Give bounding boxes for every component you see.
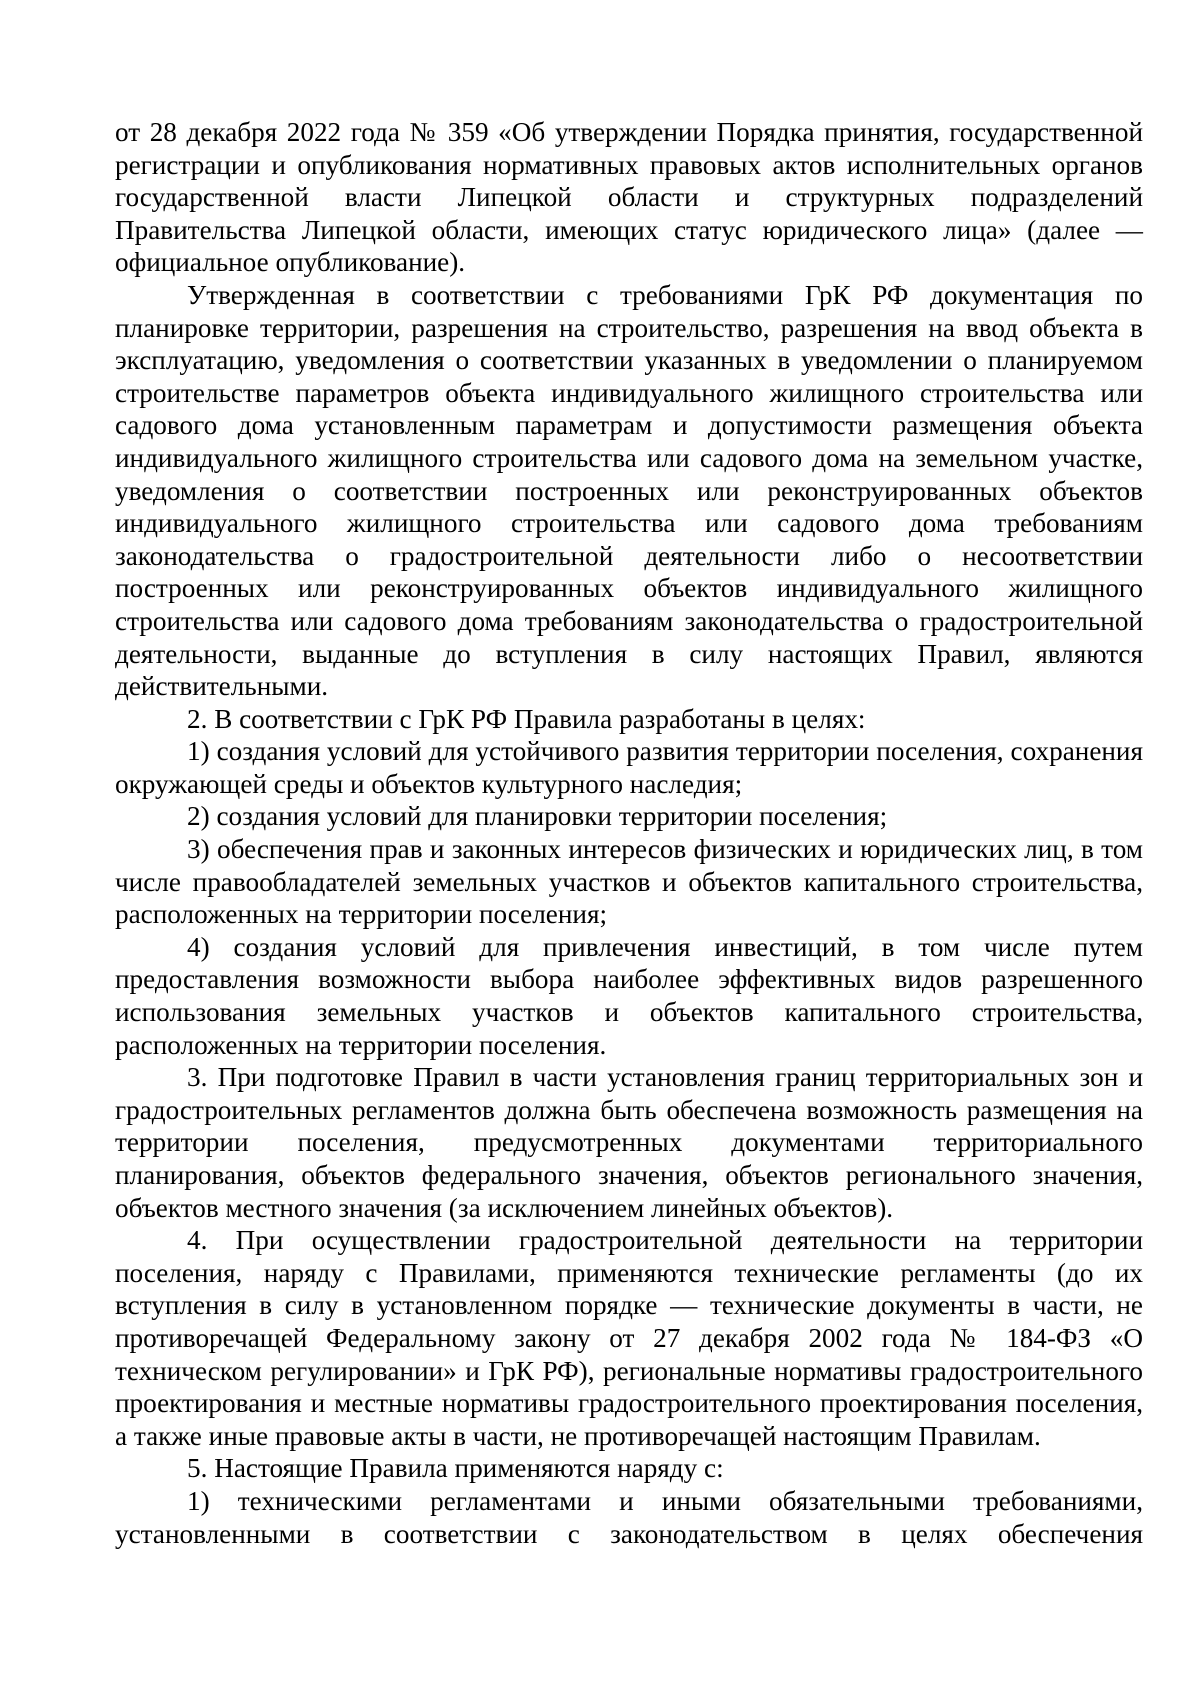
paragraph-approved-documentation: Утвержденная в соответствии с требованиями ГрК РФ документация по планировке территории, разрешения на строительство, разрешения на ввод объекта в эксплуатацию, уведомления о соответствии указанных в уведомлении о планируемом строительстве параметров объекта индивидуального жилищного строительства или садового дома установленным параметрам и допустимости размещения объекта индивидуального жилищного строительства или садового дома на земельном участке, уведомления о соответствии построенных или реконструированных объектов индивидуального жилищного строительства или садового дома требованиям законодательства о градостроительной деятельности либо о несоответствии построенных или реконструированных объектов индивидуального жилищного строительства или садового дома требованиям законодательства о градостроительной деятельности, выданные до вступления в силу настоящих Правил, являются действительными. [115, 279, 1143, 702]
list-item-purpose-2: 2) создания условий для планировки территории поселения; [187, 801, 888, 832]
list-item-purpose-4: 4) создания условий для привлечения инвестиций, в том числе путем предоставления возможности выбора наиболее эффективных видов разрешенного использования земельных участков и объектов капитального строительства, расположенных на территории поселения. [115, 931, 1143, 1060]
paragraph-5-applied-with: 5. Настоящие Правила применяются наряду с: [187, 1453, 724, 1484]
list-item-purpose-1: 1) создания условий для устойчивого развития территории поселения, сохранения окружающей среды и объектов культурного наследия; [115, 736, 1143, 799]
document-body [115, 116, 1143, 1550]
paragraph-3-zones: 3. При подготовке Правил в части установления границ территориальных зон и градостроительных регламентов должна быть обеспечена возможность размещения на территории поселения, предусмотренных документами территориального планирования, объектов федерального значения, объектов регионального значения, объектов местного значения (за исключением линейных объектов). [115, 1062, 1143, 1223]
paragraph-publication-reference: от 28 декабря 2022 года № 359 «Об утверждении Порядка принятия, государственной регистрации и опубликования нормативных правовых актов исполнительных органов государственной власти Липецкой области и структурных подразделений Правительства Липецкой области, имеющих статус юридического лица» (далее — официальное опубликование). [115, 117, 1143, 278]
paragraph-4-regulations: 4. При осуществлении градостроительной деятельности на территории поселения, наряду с Правилами, применяются технические регламенты (до их вступления в силу в установленном порядке — технические документы в части, не противоречащей Федеральному закону от 27 декабря 2002 года № 184-ФЗ «О техническом регулировании» и ГрК РФ), региональные нормативы градостроительного проектирования и местные нормативы градостроительного проектирования поселения, а также иные правовые акты в части, не противоречащей настоящим Правилам. [115, 1225, 1143, 1451]
list-item-purpose-3: 3) обеспечения прав и законных интересов физических и юридических лиц, в том числе правообладателей земельных участков и объектов капитального строительства, расположенных на территории поселения; [115, 834, 1143, 930]
list-item-applied-with-1: 1) техническими регламентами и иными обязательными требованиями, установленными в соответствии с законодательством в целях обеспечения [115, 1485, 1143, 1549]
paragraph-2-purposes-heading: 2. В соответствии с ГрК РФ Правила разработаны в целях: [187, 703, 866, 734]
